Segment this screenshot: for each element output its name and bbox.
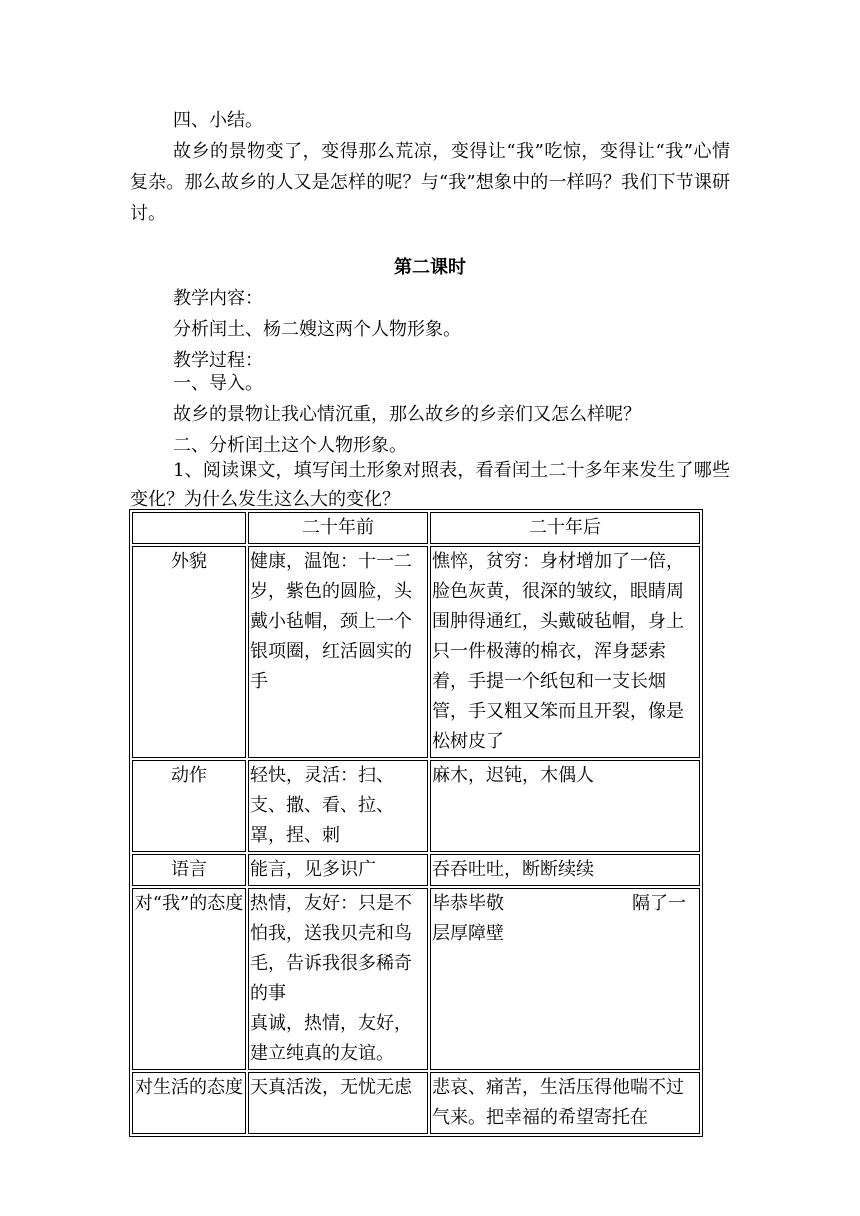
cell-before: 热情，友好：只是不怕我，送我贝壳和鸟毛，告诉我很多稀奇的事 [250, 893, 412, 1004]
cell-before: 天真活泼，无忧无虑 [248, 1072, 428, 1134]
process-label: 教学过程： [173, 350, 263, 371]
step2-heading: 二、分析闰土这个人物形象。 [173, 435, 407, 456]
lesson-title: 第二课时 [394, 257, 466, 278]
header-empty-cell [132, 512, 246, 544]
row-label: 动作 [132, 760, 246, 852]
header-after: 二十年后 [430, 512, 700, 544]
step1-text: 故乡的景物让我心情沉重，那么故乡的乡亲们又怎么样呢？ [173, 404, 641, 425]
cell-after: 毕恭毕敬 [432, 893, 504, 914]
content-text: 分析闰土、杨二嫂这两个人物形象。 [173, 319, 461, 340]
step2-task: 1、阅读课文，填写闰土形象对照表，看看闰土二十多年来发生了哪些变化？为什么发生这么大的变化？ [130, 460, 730, 510]
cell-before-extra: 真诚，热情，友好，建立纯真的友谊。 [250, 1013, 412, 1064]
summary-heading: 四、小结。 [173, 110, 263, 131]
cell-after: 憔悴，贫穷：身材增加了一倍，脸色灰黄，很深的皱纹，眼睛周围肿得通红，头戴破毡帽，身上只一件极薄的棉衣，浑身瑟索着，手提一个纸包和一支长烟管，手又粗又笨而且开裂，像是松树皮了 [430, 546, 700, 758]
row-label: 外貌 [132, 546, 246, 758]
table-row [132, 1072, 700, 1134]
table-row [132, 854, 700, 886]
cell-before: 健康，温饱：十一二岁，紫色的圆脸，头戴小毡帽，颈上一个银项圈，红活圆实的手 [248, 546, 428, 758]
cell-before: 能言，见多识广 [248, 854, 428, 886]
table-row [132, 760, 700, 852]
row-label: 对“我”的态度 [132, 888, 246, 1070]
table-row [132, 546, 700, 758]
cell-after-extra: 隔了一层厚障壁 [432, 893, 686, 944]
cell-before-group [248, 888, 428, 1070]
step1-heading: 一、导入。 [173, 373, 263, 394]
cell-after-group [430, 888, 700, 1070]
table-row [132, 888, 700, 1070]
row-label: 对生活的态度 [132, 1072, 246, 1134]
content-label: 教学内容： [173, 288, 263, 309]
comparison-table [129, 509, 703, 1137]
cell-before: 轻快，灵活：扫、支、撒、看、拉、罩，捏、刺 [248, 760, 428, 852]
row-label: 语言 [132, 854, 246, 886]
cell-after: 吞吞吐吐，断断续续 [430, 854, 700, 886]
header-before: 二十年前 [248, 512, 428, 544]
table-header-row [132, 512, 700, 544]
cell-after: 麻木，迟钝，木偶人 [430, 760, 700, 852]
cell-after: 悲哀、痛苦，生活压得他喘不过气来。把幸福的希望寄托在 [430, 1072, 700, 1134]
summary-paragraph: 故乡的景物变了，变得那么荒凉，变得让“我”吃惊，变得让“我”心情复杂。那么故乡的人又是怎样的呢？与“我”想象中的一样吗？我们下节课研讨。 [130, 141, 730, 224]
